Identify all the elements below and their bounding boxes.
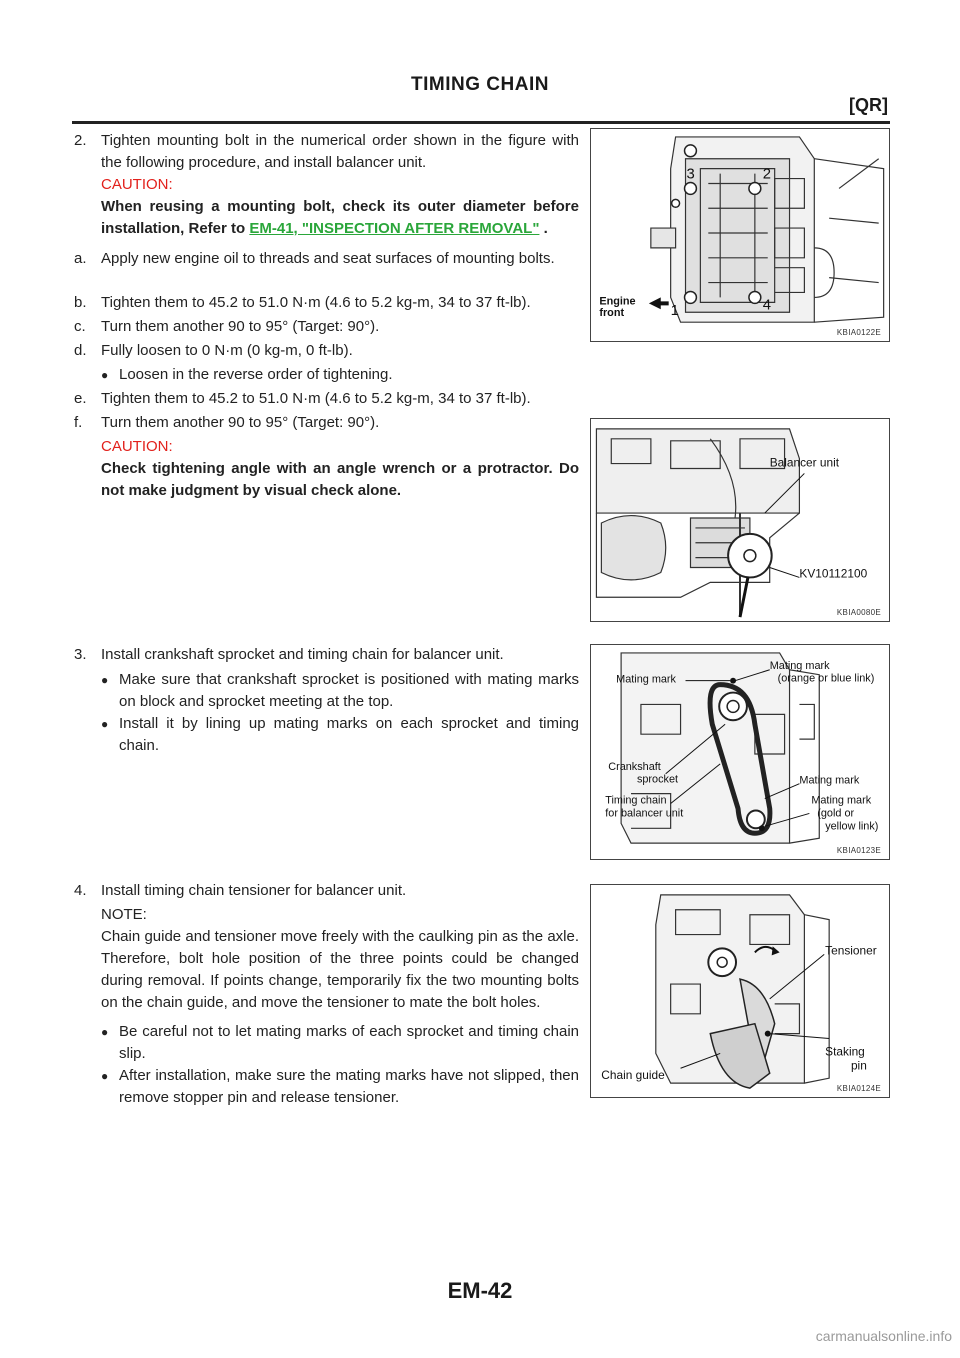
substep-text: Fully loosen to 0 N·m (0 kg-m, 0 ft-lb).: [101, 342, 353, 359]
note-block: [101, 904, 579, 1014]
step-text: Tighten mounting bolt in the numerical order shown in the figure with the following procedure, and install balancer unit.: [101, 132, 579, 171]
bullet-text: Install it by lining up mating marks on each sprocket and timing chain.: [119, 715, 579, 754]
tensioner-illustration: [591, 885, 889, 1097]
mating-mark-label: Mating mark: [799, 774, 860, 787]
caution-block-1: [101, 174, 579, 240]
timing-chain-label-2: for balancer unit: [605, 807, 684, 820]
reference-link[interactable]: EM-41, "INSPECTION AFTER REMOVAL": [249, 220, 540, 237]
section-tag: [QR]: [849, 95, 888, 115]
figure-balancer-tool: [590, 418, 890, 622]
mating-mark-label: Mating mark: [811, 794, 872, 807]
bullet-item: [101, 1021, 579, 1065]
step-number: 2.: [74, 132, 87, 149]
step-text: Install crankshaft sprocket and timing chain for balancer unit.: [101, 646, 504, 663]
step-4: [74, 880, 579, 902]
step-number: 4.: [74, 882, 87, 899]
substep-label: f.: [74, 414, 83, 431]
engine-front-label-2: front: [599, 307, 625, 320]
substep-label: a.: [74, 250, 87, 267]
engine-front-label: Engine: [599, 295, 636, 308]
mating-mark-note: (orange or blue link): [777, 672, 875, 685]
caution-label: CAUTION:: [101, 438, 173, 455]
caution-text: [101, 196, 579, 240]
bullet-item: [101, 669, 579, 713]
mating-mark-note: (gold or: [817, 807, 855, 820]
note-label: NOTE:: [101, 906, 147, 923]
bullet-text: Be careful not to let mating marks of each sprocket and timing chain slip.: [119, 1023, 579, 1062]
step-text: Install timing chain tensioner for balancer unit.: [101, 882, 407, 899]
bolt-label-2: 2: [762, 166, 772, 183]
timing-chain-label: Timing chain: [605, 794, 667, 807]
substep-label: e.: [74, 390, 87, 407]
balancer-unit-label: Balancer unit: [769, 455, 840, 470]
substep-label: c.: [74, 318, 86, 335]
tensioner-label: Tensioner: [825, 943, 877, 958]
bolt-label-1: 1: [670, 303, 679, 320]
substep-a: [74, 248, 579, 270]
bullet-item: [101, 364, 579, 386]
note-text: Chain guide and tensioner move freely with the caulking pin as the axle. Therefore, bolt hole position of the three points could be changed during removal. If points change, temporarily fix the two mounting bolts on the chain guide, and move the tensioner to mate the bolt holes.: [101, 928, 579, 1011]
figure-tensioner: [590, 884, 890, 1098]
staking-pin-label-2: pin: [850, 1058, 867, 1073]
page-number: EM-42: [447, 1278, 513, 1303]
step-number: 3.: [74, 646, 87, 663]
mating-mark-dot-icon: [759, 825, 765, 831]
substep-text: Apply new engine oil to threads and seat surfaces of mounting bolts.: [101, 250, 555, 267]
bullet-text: Loosen in the reverse order of tightening.: [119, 366, 393, 383]
arrow-left-icon: [649, 297, 669, 309]
bullet-icon: ●: [101, 1069, 109, 1083]
page-title: TIMING CHAIN: [411, 74, 549, 95]
mating-mark-label: Mating mark: [616, 673, 677, 686]
engine-block-illustration: [591, 129, 889, 341]
header-rule: [72, 121, 890, 124]
substep-c: [74, 316, 579, 338]
tool-number-label: KV10112100: [799, 566, 868, 581]
sprocket-chain-illustration: [591, 645, 889, 859]
caution-text: Check tightening angle with an angle wrench or a protractor. Do not make judgment by visual check alone.: [101, 460, 579, 499]
caution-label: CAUTION:: [101, 176, 173, 193]
chain-guide-label: Chain guide: [601, 1068, 665, 1083]
bullet-item: [101, 713, 579, 757]
caution-body-text: When reusing a mounting bolt, check its outer diameter before installation, Refer to: [101, 198, 579, 237]
figure-mating-marks: [590, 644, 890, 860]
substep-text: Turn them another 90 to 95° (Target: 90°).: [101, 414, 380, 431]
bullet-icon: ●: [101, 1025, 109, 1039]
figure-id: KBIA0080E: [836, 608, 881, 617]
bullet-text: After installation, make sure the mating marks have not slipped, then remove stopper pin and release tensioner.: [119, 1067, 579, 1106]
balancer-tool-illustration: [591, 419, 889, 621]
substep-text: Turn them another 90 to 95° (Target: 90°).: [101, 318, 380, 335]
bullet-icon: ●: [101, 368, 109, 382]
mating-mark-note-2: yellow link): [825, 820, 879, 833]
figure-id: KBIA0122E: [836, 328, 881, 337]
substep-b: [74, 292, 579, 314]
figure-id: KBIA0124E: [836, 1084, 881, 1093]
staking-pin-label: Staking: [825, 1044, 865, 1059]
bullet-item: [101, 1065, 579, 1109]
bullet-icon: ●: [101, 717, 109, 731]
caution-end: .: [543, 220, 548, 237]
crankshaft-label: Crankshaft: [608, 760, 661, 773]
substep-e: [74, 388, 579, 410]
figure-id: KBIA0123E: [836, 846, 881, 855]
bullet-icon: ●: [101, 673, 109, 687]
substep-d: [74, 340, 579, 362]
substep-text: Tighten them to 45.2 to 51.0 N·m (4.6 to 5.2 kg-m, 34 to 37 ft-lb).: [101, 294, 531, 311]
step-2: [74, 130, 579, 174]
substep-label: d.: [74, 342, 87, 359]
footer-site-link[interactable]: carmanualsonline.info: [815, 1328, 952, 1344]
figure-bolt-order: [590, 128, 890, 342]
substep-label: b.: [74, 294, 87, 311]
bolt-label-4: 4: [762, 297, 772, 314]
substep-text: Tighten them to 45.2 to 51.0 N·m (4.6 to 5.2 kg-m, 34 to 37 ft-lb).: [101, 390, 531, 407]
bolt-label-3: 3: [686, 166, 695, 183]
caution-block-2: [101, 436, 579, 502]
substep-f: [74, 412, 579, 434]
bullet-text: Make sure that crankshaft sprocket is positioned with mating marks on block and sprocket meeting at the top.: [119, 671, 579, 710]
crankshaft-label-2: sprocket: [636, 773, 679, 786]
mating-mark-label: Mating mark: [769, 659, 830, 672]
step-3: [74, 644, 579, 666]
